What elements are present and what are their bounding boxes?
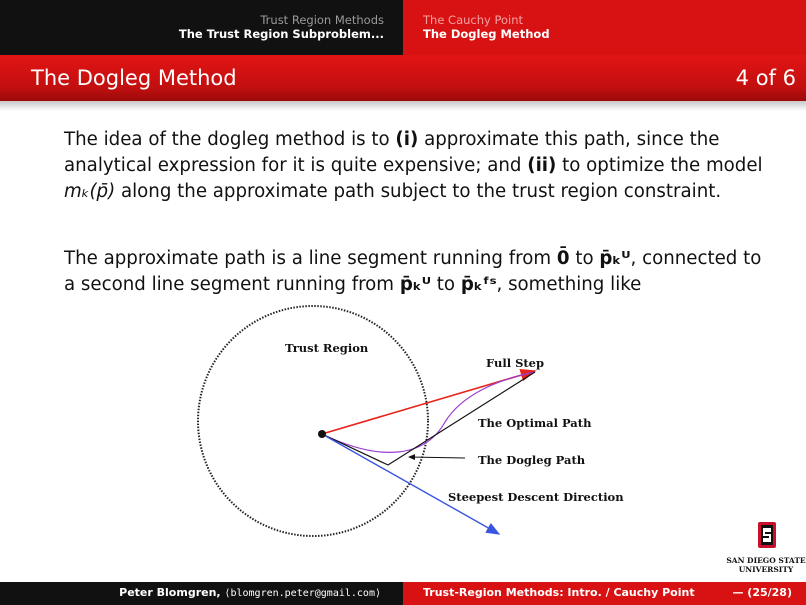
nav-subsection-trust-region-subproblem[interactable]: The Trust Region Subproblem... bbox=[178, 27, 384, 41]
dogleg-path-label: The Dogleg Path bbox=[478, 453, 586, 467]
nav-section-cauchy-point[interactable]: The Cauchy Point bbox=[423, 13, 524, 27]
p1-text-2: approximate this path, since the analytical expression for it is quite expensive; and bbox=[64, 129, 720, 176]
footer-talk-box bbox=[403, 582, 806, 605]
footer bbox=[0, 582, 806, 605]
author-name: Peter Blomgren, bbox=[119, 586, 221, 599]
section-navigation bbox=[0, 0, 806, 55]
paragraph-approximate-path bbox=[64, 246, 764, 298]
p1-bold-ii: (ii) bbox=[527, 155, 557, 176]
steepest-descent-label: Steepest Descent Direction bbox=[448, 490, 624, 504]
author-email: ⟨blomgren.peter@gmail.com⟩ bbox=[224, 588, 381, 599]
paragraph-dogleg-idea bbox=[64, 127, 764, 205]
p1-text-3: to optimize the model bbox=[556, 155, 763, 176]
p-unconstrained-symbol: p̄ₖᵁ bbox=[599, 248, 631, 269]
p2-text-5: , something like bbox=[496, 274, 642, 295]
logo-line-1: SAN DIEGO STATE bbox=[726, 556, 806, 565]
logo-line-2: UNIVERSITY bbox=[738, 565, 794, 574]
dogleg-pointer bbox=[409, 457, 465, 458]
sdsu-logo bbox=[726, 520, 806, 580]
p2-text-2: to bbox=[569, 248, 600, 269]
frame-title: The Dogleg Method bbox=[31, 66, 237, 90]
model-symbol: mₖ(p̄) bbox=[64, 181, 116, 202]
footer-talk-title: Trust-Region Methods: Intro. / Cauchy Point bbox=[423, 586, 695, 599]
p-unconstrained-symbol-2: p̄ₖᵁ bbox=[399, 274, 431, 295]
optimal-path-label: The Optimal Path bbox=[478, 416, 592, 430]
frame-page-counter: 4 of 6 bbox=[735, 66, 796, 90]
p1-text-4: along the approximate path subject to the trust region constraint. bbox=[115, 181, 722, 202]
steepest-descent-arrow bbox=[322, 434, 499, 534]
zero-vector-symbol: 0̄ bbox=[556, 248, 570, 269]
footer-page-number: — (25/28) bbox=[732, 586, 792, 599]
p2-text-1: The approximate path is a line segment running from bbox=[64, 248, 557, 269]
nav-previous-section[interactable] bbox=[0, 0, 403, 55]
trust-region-label: Trust Region bbox=[285, 341, 369, 355]
nav-section-trust-region-methods[interactable]: Trust Region Methods bbox=[260, 13, 384, 27]
dogleg-figure bbox=[195, 312, 624, 547]
frame-title-bar bbox=[0, 55, 806, 101]
p2-text-4: to bbox=[431, 274, 461, 295]
p-full-step-symbol: p̄ₖᶠˢ bbox=[460, 274, 497, 295]
optimal-path-curve bbox=[322, 372, 535, 452]
p1-text-1: The idea of the dogleg method is to bbox=[64, 129, 396, 150]
p1-bold-i: (i) bbox=[395, 129, 419, 150]
nav-subsection-dogleg-method[interactable]: The Dogleg Method bbox=[423, 27, 550, 41]
origin-point bbox=[318, 430, 326, 438]
p2-text-3: , connected to a second line segment running from bbox=[64, 248, 762, 295]
full-step-label: Full Step bbox=[486, 356, 545, 370]
footer-author-box bbox=[0, 582, 403, 605]
footer-author bbox=[119, 586, 381, 599]
nav-current-section[interactable] bbox=[403, 0, 806, 55]
title-shadow bbox=[0, 101, 806, 111]
